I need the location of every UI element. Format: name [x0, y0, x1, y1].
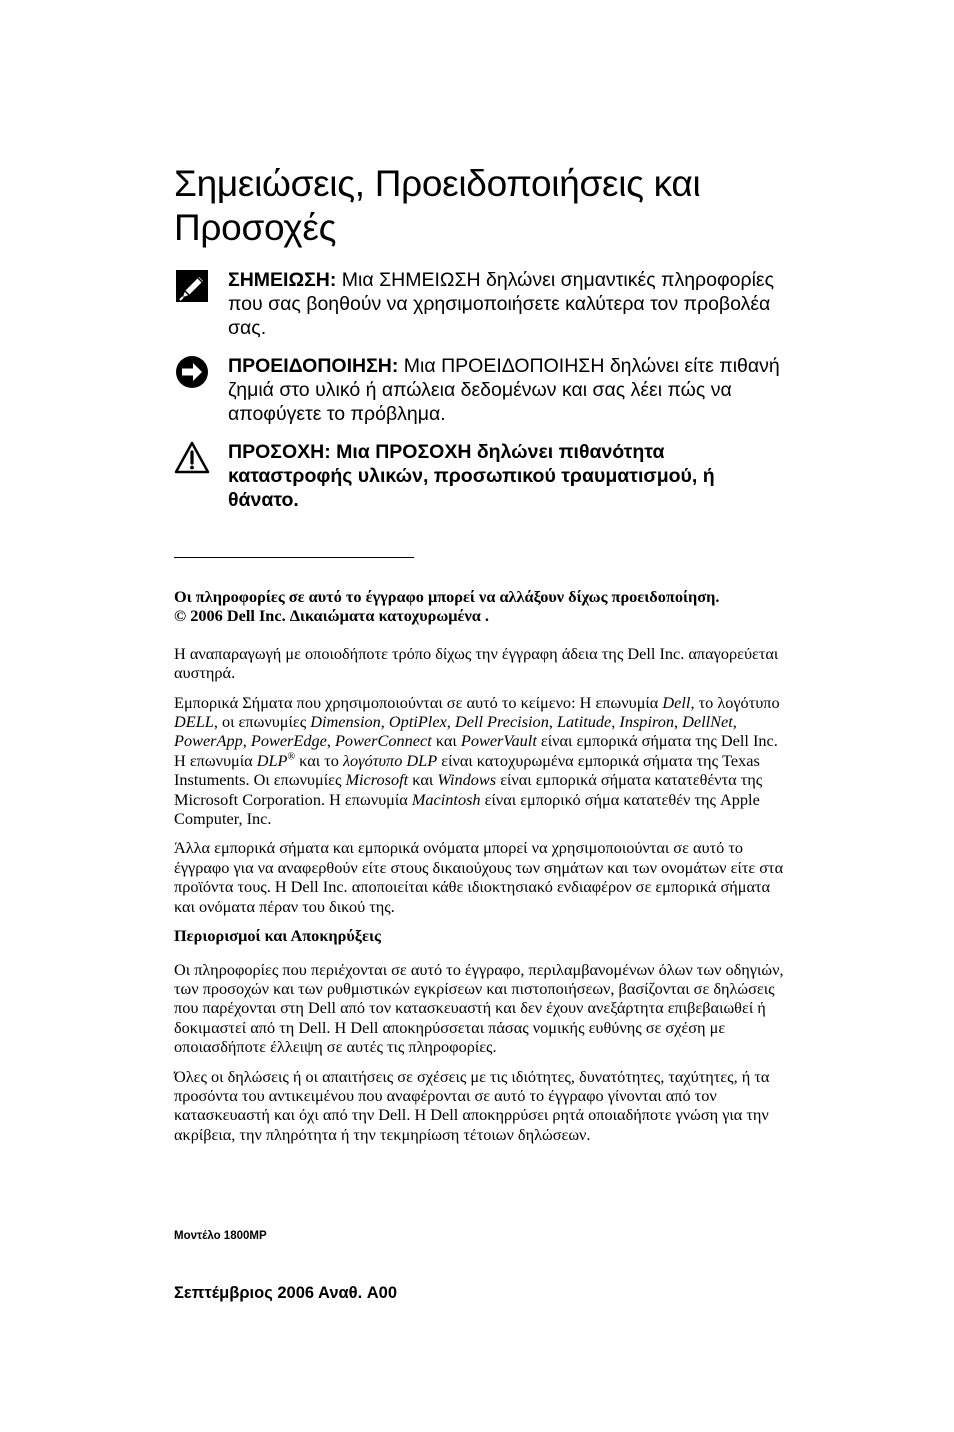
page-title: Σημειώσεις, Προειδοποιήσεις και Προσοχές: [174, 163, 701, 248]
tm-dlp: DLP: [256, 750, 288, 770]
caution-body: Μια ΠΡΟΣΟΧΗ δηλώνει πιθανότητα καταστροφής υλικών, προσωπικού τραυματισμού, ή θάνατο.: [228, 441, 715, 511]
tm-macintosh: Macintosh: [411, 789, 481, 809]
tm-inspiron: Inspiron: [619, 712, 674, 732]
notice-text: [228, 354, 784, 426]
tm-dellnet: DellNet: [682, 712, 733, 732]
registered-mark: ®: [287, 751, 296, 763]
notice-arrow-icon: [174, 354, 210, 390]
note-pencil-icon: [174, 268, 210, 304]
tm-powerapp: PowerApp: [174, 731, 243, 751]
note-body: Μια ΣΗΜΕΙΩΣΗ δηλώνει σημαντικές πληροφορίες που σας βοηθούν να χρησιμοποιήσετε καλύτερα τον προβολέα σας.: [228, 269, 774, 339]
tm-precision: Dell Precision: [454, 712, 549, 732]
tm-optiplex: OptiPlex: [388, 712, 447, 732]
note-label: ΣΗΜΕΙΩΣΗ:: [228, 269, 337, 291]
caution-triangle-icon: [174, 440, 210, 476]
tm-dell: Dell: [662, 692, 691, 712]
note-text: [228, 268, 784, 340]
tm-dell-logo: DELL: [174, 712, 214, 732]
change-notice-copyright: [174, 587, 784, 626]
note-block: [174, 268, 784, 340]
copyright-line: © 2006 Dell Inc. Δικαιώματα κατοχυρωμένα .: [174, 606, 489, 626]
caution-text: [228, 440, 784, 512]
other-marks-paragraph: Άλλα εμπορικά σήματα και εμπορικά ονόματα μπορεί να χρησιμοποιούνται σε αυτό το έγγραφο για να αναφερθούν είτε στους δικαιούχους των σημάτων και των ονομάτων είτε στα προϊόντα τους. Η Dell Inc. αποποιείται κάθε ιδιοκτησιακό ενδιαφέρον σε εμπορικά σήματα και ονόματα πέραν του δικού της.: [174, 838, 784, 916]
trademarks-paragraph: Εμπορικά Σήματα που χρησιμοποιούνται σε αυτό το κείμενο: Η επωνυμία Dell, το λογότυπο DELL, οι επωνυμίες Dimension, OptiPlex, Dell Precision, Latitude, Inspiron, DellNet, PowerApp, PowerEdge, PowerConnect και PowerVault είναι εμπορικά σήματα της Dell Inc. Η επωνυμία DLP® και το λογότυπο DLP είναι κατοχυρωμένα εμπορικά σήματα της Texas Instuments. Οι επωνυμίες Microsoft και Windows είναι εμπορικά σήματα κατατεθέντα της Microsoft Corporation. Η επωνυμία Macintosh είναι εμπορικό σήμα κατατεθέν της Apple Computer, Inc.: [174, 692, 780, 829]
notice-label: ΠΡΟΕΙΔΟΠΟΙΗΣΗ:: [228, 355, 399, 377]
tm-microsoft: Microsoft: [345, 770, 409, 790]
date-revision: Σεπτέμβριος 2006 Αναθ. A00: [174, 1284, 398, 1302]
tm-powervault: PowerVault: [460, 731, 537, 751]
tm-dlp-logo: λογότυπο DLP: [342, 750, 438, 770]
restrictions-heading: Περιορισμοί και Αποκηρύξεις: [174, 926, 381, 946]
notice-body: Μια ΠΡΟΕΙΔΟΠΟΙΗΣΗ δηλώνει είτε πιθανή ζημιά στο υλικό ή απώλεια δεδομένων και σας λέει πώς να αποφύγετε το πρόβλημα.: [228, 355, 780, 425]
tm-powerconnect: PowerConnect: [334, 731, 432, 751]
tm-dimension: Dimension: [310, 712, 381, 732]
restrictions-paragraph-1: Οι πληροφορίες που περιέχονται σε αυτό το έγγραφο, περιλαμβανομένων όλων των οδηγιών, των προσοχών και των ρυθμιστικών εγκρίσεων και πιστοποιήσεων, βασίζονται σε δηλώσεις που παρέχονται στη Dell από τον κατασκευαστή και δεν έχουν ανεξάρτητα επιβεβαιωθεί ή δοκιμαστεί από τη Dell. Η Dell αποκηρύσσεται πάσας νομικής ευθύνης σε σχέση με οποιασδήποτε έλλειψη σε αυτές τις πληροφορίες.: [174, 959, 784, 1057]
separator-rule: [174, 557, 414, 558]
tm-poweredge: PowerEdge: [250, 731, 327, 751]
legal-section: [174, 587, 784, 1154]
reproduction-notice: Η αναπαραγωγή με οποιοδήποτε τρόπο δίχως την έγγραφη άδεια της Dell Inc. απαγορεύεται αυστηρά.: [174, 643, 779, 683]
caution-block: [174, 440, 784, 512]
model-number: Μοντέλο 1800MP: [174, 1230, 267, 1242]
notice-block: [174, 354, 784, 426]
tm-windows: Windows: [437, 770, 497, 790]
caution-label: ΠΡΟΣΟΧΗ:: [228, 441, 331, 463]
tm-latitude: Latitude: [556, 712, 612, 732]
change-notice: Οι πληροφορίες σε αυτό το έγγραφο μπορεί να αλλάξουν δίχως προειδοποίηση.: [174, 587, 720, 606]
restrictions-paragraph-2: Όλες οι δηλώσεις ή οι απαιτήσεις σε σχέσεις με τις ιδιότητες, δυνατότητες, ταχύτητες, ή τα προσόντα του αντικειμένου που αναφέρονται σε αυτό το έγγραφο γίνονται από τον κατασκευαστή και όχι από την Dell. Η Dell αποκηρρύσει ρητά οποιαδήποτε γνώση για την ακρίβεια, την πληρότητα ή την τεκμηρίωση τέτοιων δηλώσεων.: [174, 1066, 770, 1144]
